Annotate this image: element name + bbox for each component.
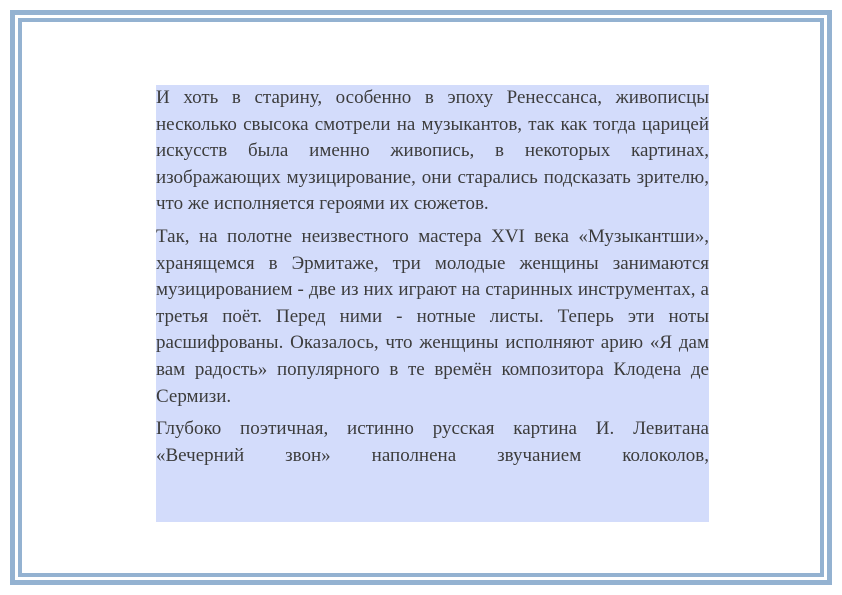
paragraph-renaissance: И хоть в старину, особенно в эпоху Ренессанса, живописцы несколько свысока смотрели на музыкантов, так как тогда царицей искусств была именно живопись, в некоторых картинах, изображающих музицирование, они старались подсказать зрителю, что же исполняется героями их сюжетов. xyxy=(156,87,709,215)
paragraph-hermitage-painting: Так, на полотне неизвестного мастера XVI века «Музыкантши», хранящемся в Эрмитаже, три молодые женщины занимаются музицированием - две из них играют на старинных инструментах, а третья поёт. Перед ними - нотные листы. Теперь эти ноты расшифрованы. Оказалось, что женщины исполняют арию «Я дам вам радость» популярного в те времён композитора Клодена де Сермизи. xyxy=(156,225,709,407)
text-content-box xyxy=(156,85,709,522)
paragraph-levitan: Глубоко поэтичная, истинно русская картина И. Левитана «Вечерний звон» наполнена звучанием колоколов, xyxy=(156,418,709,466)
